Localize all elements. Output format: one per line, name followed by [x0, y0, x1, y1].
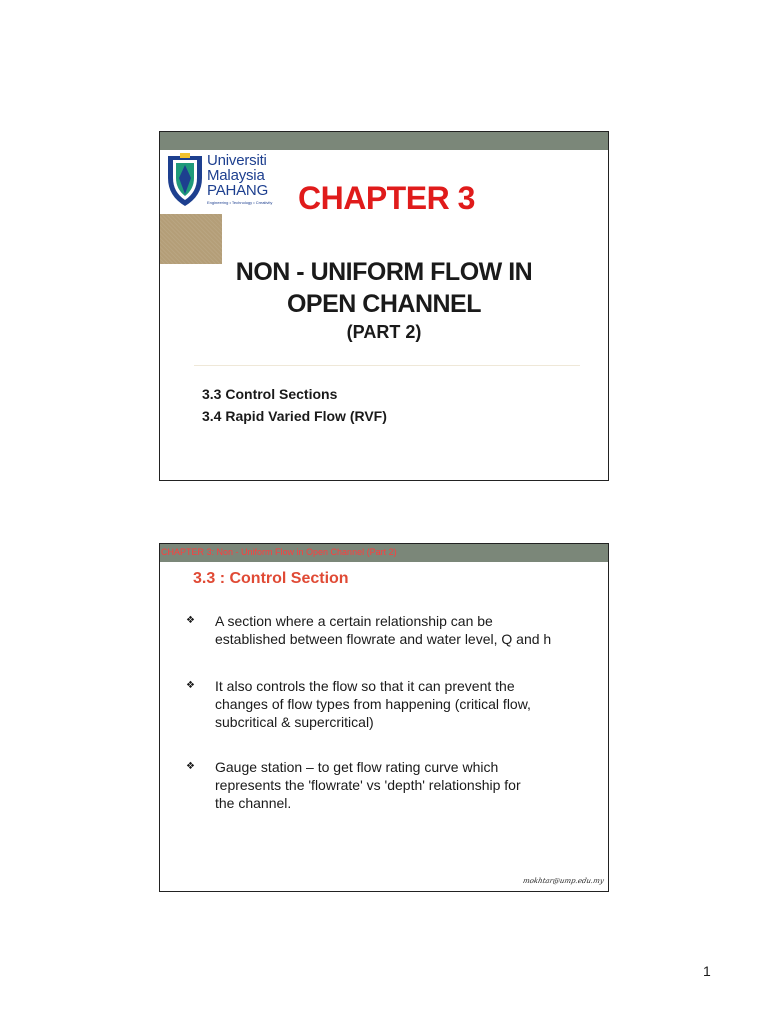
shield-icon	[165, 152, 205, 210]
chapter-title: CHAPTER 3	[298, 180, 475, 216]
bullet-line: the channel.	[215, 795, 292, 811]
table-of-contents	[202, 383, 387, 427]
bullet-line: established between flowrate and water level, Q and h	[215, 631, 552, 647]
toc-item: 3.4 Rapid Varied Flow (RVF)	[202, 408, 387, 424]
divider	[194, 365, 580, 366]
section-heading: 3.3 : Control Section	[193, 570, 349, 587]
slide-header-text: CHAPTER 3: Non - Uniform Flow in Open Channel (Part 2)	[161, 547, 397, 557]
university-logo	[165, 152, 280, 210]
logo-text-line3: PAHANG	[207, 182, 269, 199]
bullet-text	[215, 758, 590, 812]
bullet-line: Gauge station – to get flow rating curve which	[215, 759, 499, 775]
bullet-line: changes of flow types from happening (critical flow,	[215, 696, 531, 712]
slide-header-bar	[160, 544, 608, 562]
bullet-line: A section where a certain relationship can be	[215, 613, 493, 629]
diamond-bullet-icon: ❖	[186, 761, 195, 772]
author-email: mokhtar@ump.edu.my	[522, 877, 605, 885]
bullet-line: subcritical & supercritical)	[215, 714, 374, 730]
logo-text-line2: Malaysia	[207, 167, 265, 184]
slide-top-bar	[160, 132, 608, 150]
content-slide	[159, 543, 609, 892]
part-label: (PART 2)	[346, 322, 422, 342]
title-slide	[159, 131, 609, 481]
main-title-line1: NON - UNIFORM FLOW IN	[235, 258, 533, 286]
logo-tagline: Engineering • Technology • Creativity	[207, 200, 273, 205]
main-title	[160, 256, 608, 320]
bullet-text	[215, 612, 590, 648]
bullet-line: It also controls the flow so that it can prevent the	[215, 678, 515, 694]
bullet-text	[215, 677, 590, 731]
toc-item: 3.3 Control Sections	[202, 386, 338, 402]
diamond-bullet-icon: ❖	[186, 615, 195, 626]
bullet-line: represents the 'flowrate' vs 'depth' relationship for	[215, 777, 521, 793]
page-number: 1	[703, 963, 711, 979]
diamond-bullet-icon: ❖	[186, 680, 195, 691]
logo-text-line1: Universiti	[207, 152, 267, 169]
main-title-line2: OPEN CHANNEL	[286, 290, 481, 318]
